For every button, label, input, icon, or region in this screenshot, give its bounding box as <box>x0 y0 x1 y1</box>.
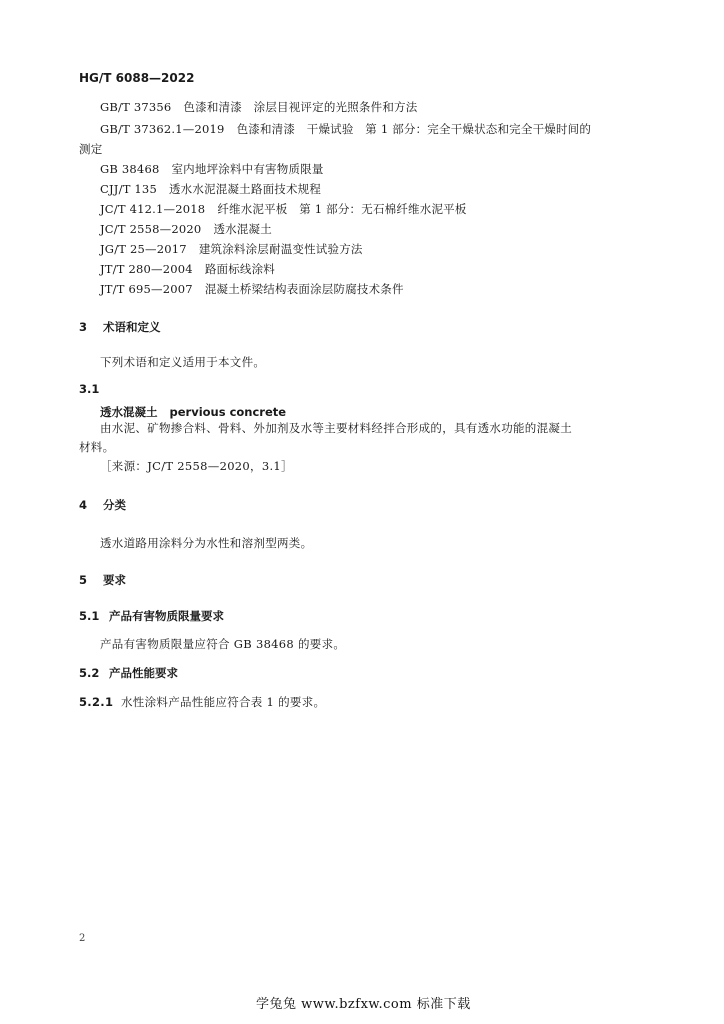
clause-number: 5.2.1 <box>79 695 114 709</box>
clause-text: 水性涂料产品性能应符合表 1 的要求。 <box>121 695 326 709</box>
reference-title: 测定 <box>79 142 103 156</box>
reference-continuation <box>79 141 102 157</box>
reference-title: 色漆和清漆 涂层目视评定的光照条件和方法 <box>183 100 418 114</box>
subsection-text: 产品有害物质限量应符合 GB 38468 的要求。 <box>100 637 346 651</box>
reference-title: 路面标线涂料 <box>204 262 276 276</box>
page-number: 2 <box>79 933 86 944</box>
reference-code: GB/T 37362.1—2019 <box>100 122 225 136</box>
reference-item <box>100 281 404 297</box>
section-title: 要求 <box>103 573 126 587</box>
subsection-heading <box>79 665 178 681</box>
reference-code: JC/T 412.1—2018 <box>100 202 206 216</box>
reference-item <box>100 261 275 277</box>
reference-code: GB/T 37356 <box>100 100 172 114</box>
footer-watermark: 学兔兔 www.bzfxw.com 标准下载 <box>256 997 471 1012</box>
term-definition: 由水泥、矿物掺合料、骨料、外加剂及水等主要材料经拌合形成的，具有透水功能的混凝土 <box>100 421 572 435</box>
reference-code: JT/T 280—2004 <box>100 262 193 276</box>
term-definition-continued: 材料。 <box>79 440 115 454</box>
reference-title: 建筑涂料涂层耐温变性试验方法 <box>198 242 363 256</box>
reference-title: 透水水泥混凝土路面技术规程 <box>168 182 322 196</box>
section-intro: 下列术语和定义适用于本文件。 <box>100 355 266 369</box>
subsection-number: 5.1 <box>79 609 100 623</box>
section-number: 3 <box>79 320 88 334</box>
clause <box>79 694 325 710</box>
subsection-title: 产品性能要求 <box>109 666 178 680</box>
reference-title: 透水混凝土 <box>213 222 272 236</box>
reference-title: 纤维水泥平板 第 1 部分：无石棉纤维水泥平板 <box>217 202 467 216</box>
reference-item <box>100 161 324 177</box>
reference-item <box>100 121 591 137</box>
reference-code: JC/T 2558—2020 <box>100 222 202 236</box>
term-number: 3.1 <box>79 382 100 396</box>
subsection-number: 5.2 <box>79 666 100 680</box>
reference-title: 室内地坪涂料中有害物质限量 <box>171 162 324 176</box>
term-heading <box>100 401 286 420</box>
reference-item <box>100 181 321 197</box>
standard-id-header: HG/T 6088—2022 <box>79 71 195 85</box>
section-number: 5 <box>79 573 88 587</box>
reference-code: JG/T 25—2017 <box>100 242 187 256</box>
section-heading <box>79 497 126 513</box>
section-number: 4 <box>79 498 88 512</box>
section-title: 分类 <box>103 498 126 512</box>
term-chinese: 透水混凝土 <box>100 405 158 419</box>
reference-code: GB 38468 <box>100 162 160 176</box>
term-source: ［来源：JC/T 2558—2020，3.1］ <box>100 459 293 473</box>
subsection-heading <box>79 608 224 624</box>
reference-title: 混凝土桥梁结构表面涂层防腐技术条件 <box>204 282 404 296</box>
reference-code: CJJ/T 135 <box>100 182 157 196</box>
section-heading <box>79 572 126 588</box>
reference-item <box>100 99 417 115</box>
section-title: 术语和定义 <box>103 320 161 334</box>
reference-item <box>100 201 467 217</box>
reference-title: 色漆和清漆 干燥试验 第 1 部分：完全干燥状态和完全干燥时间的 <box>236 122 592 136</box>
section-text: 透水道路用涂料分为水性和溶剂型两类。 <box>100 536 313 550</box>
reference-item <box>100 221 272 237</box>
term-english: pervious concrete <box>169 405 287 419</box>
section-heading <box>79 319 161 335</box>
reference-code: JT/T 695—2007 <box>100 282 193 296</box>
subsection-title: 产品有害物质限量要求 <box>109 609 224 623</box>
reference-item <box>100 241 363 257</box>
